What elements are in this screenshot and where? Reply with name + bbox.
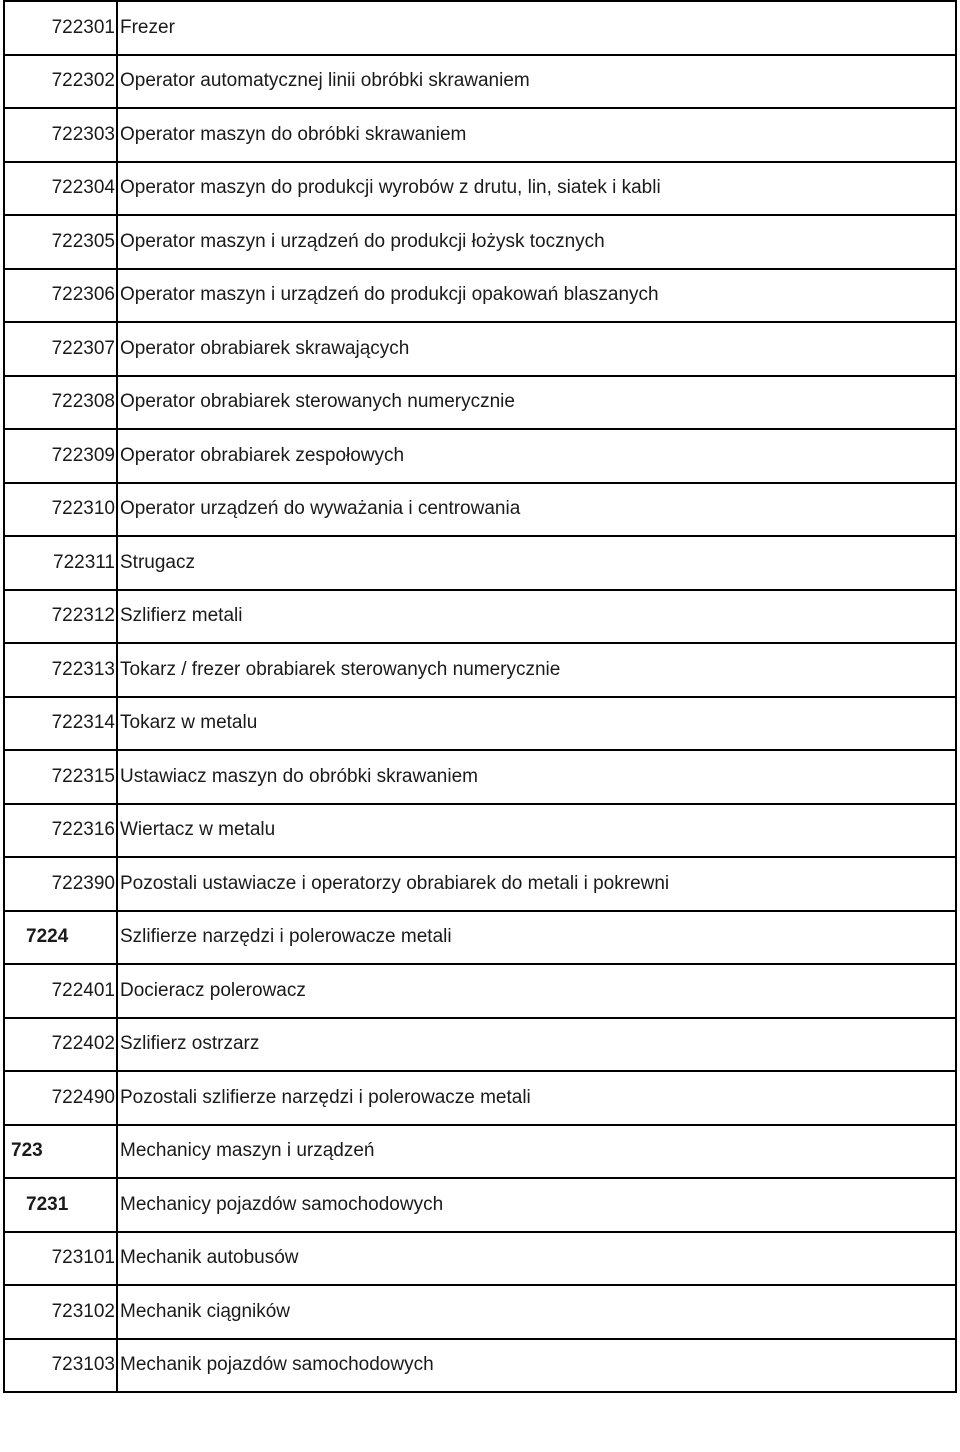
occupation-code: 722305 — [4, 215, 117, 269]
occupation-code: 722490 — [4, 1071, 117, 1125]
table-row — [4, 1339, 956, 1393]
occupation-code: 722301 — [4, 1, 117, 55]
occupation-name: Strugacz — [117, 536, 956, 590]
occupation-name: Mechanik pojazdów samochodowych — [117, 1339, 956, 1393]
occupation-code: 722306 — [4, 269, 117, 323]
occupation-code: 723101 — [4, 1232, 117, 1286]
table-body — [4, 1, 956, 1392]
occupation-code: 722311 — [4, 536, 117, 590]
occupation-name: Mechanicy maszyn i urządzeń — [117, 1125, 956, 1179]
occupation-code: 722304 — [4, 162, 117, 216]
occupation-code: 722307 — [4, 322, 117, 376]
table-row — [4, 483, 956, 537]
occupation-code: 722302 — [4, 55, 117, 109]
occupation-name: Pozostali ustawiacze i operatorzy obrabiarek do metali i pokrewni — [117, 857, 956, 911]
table-row — [4, 1232, 956, 1286]
table-row — [4, 750, 956, 804]
occupation-name: Tokarz w metalu — [117, 697, 956, 751]
table-row — [4, 322, 956, 376]
occupation-name: Szlifierze narzędzi i polerowacze metali — [117, 911, 956, 965]
table-row — [4, 536, 956, 590]
table-row — [4, 1, 956, 55]
occupation-code: 7224 — [4, 911, 117, 965]
occupation-name: Tokarz / frezer obrabiarek sterowanych numerycznie — [117, 643, 956, 697]
occupation-name: Szlifierz metali — [117, 590, 956, 644]
table-row — [4, 964, 956, 1018]
occupation-code: 722315 — [4, 750, 117, 804]
table-row — [4, 215, 956, 269]
table-row — [4, 1125, 956, 1179]
occupation-name: Ustawiacz maszyn do obróbki skrawaniem — [117, 750, 956, 804]
occupation-name: Mechanik autobusów — [117, 1232, 956, 1286]
table-row — [4, 1178, 956, 1232]
occupation-code: 722309 — [4, 429, 117, 483]
table-row — [4, 804, 956, 858]
occupation-code: 722312 — [4, 590, 117, 644]
occupation-name: Operator automatycznej linii obróbki skrawaniem — [117, 55, 956, 109]
table-row — [4, 1018, 956, 1072]
table-row — [4, 911, 956, 965]
occupation-code: 722308 — [4, 376, 117, 430]
occupation-classification-table — [3, 0, 957, 1393]
table-row — [4, 269, 956, 323]
table-row — [4, 1071, 956, 1125]
occupation-name: Mechanicy pojazdów samochodowych — [117, 1178, 956, 1232]
table-row — [4, 857, 956, 911]
table-row — [4, 55, 956, 109]
occupation-name: Szlifierz ostrzarz — [117, 1018, 956, 1072]
table-row — [4, 108, 956, 162]
occupation-name: Wiertacz w metalu — [117, 804, 956, 858]
table-row — [4, 162, 956, 216]
occupation-name: Frezer — [117, 1, 956, 55]
occupation-name: Operator obrabiarek skrawających — [117, 322, 956, 376]
table-row — [4, 697, 956, 751]
occupation-name: Operator obrabiarek sterowanych numerycznie — [117, 376, 956, 430]
occupation-name: Docieracz polerowacz — [117, 964, 956, 1018]
occupation-code: 722390 — [4, 857, 117, 911]
table-row — [4, 1285, 956, 1339]
occupation-code: 7231 — [4, 1178, 117, 1232]
occupation-name: Operator obrabiarek zespołowych — [117, 429, 956, 483]
occupation-name: Operator maszyn do produkcji wyrobów z drutu, lin, siatek i kabli — [117, 162, 956, 216]
table-row — [4, 376, 956, 430]
occupation-name: Operator maszyn do obróbki skrawaniem — [117, 108, 956, 162]
occupation-code: 722316 — [4, 804, 117, 858]
occupation-name: Operator maszyn i urządzeń do produkcji łożysk tocznych — [117, 215, 956, 269]
occupation-code: 722313 — [4, 643, 117, 697]
occupation-name: Operator urządzeń do wyważania i centrowania — [117, 483, 956, 537]
occupation-code: 722401 — [4, 964, 117, 1018]
table-row — [4, 429, 956, 483]
table-row — [4, 643, 956, 697]
table-row — [4, 590, 956, 644]
occupation-name: Pozostali szlifierze narzędzi i polerowacze metali — [117, 1071, 956, 1125]
occupation-code: 722314 — [4, 697, 117, 751]
occupation-name: Mechanik ciągników — [117, 1285, 956, 1339]
occupation-code: 723103 — [4, 1339, 117, 1393]
occupation-code: 722303 — [4, 108, 117, 162]
occupation-code: 722402 — [4, 1018, 117, 1072]
occupation-name: Operator maszyn i urządzeń do produkcji opakowań blaszanych — [117, 269, 956, 323]
occupation-code: 723102 — [4, 1285, 117, 1339]
occupation-code: 723 — [4, 1125, 117, 1179]
occupation-code: 722310 — [4, 483, 117, 537]
